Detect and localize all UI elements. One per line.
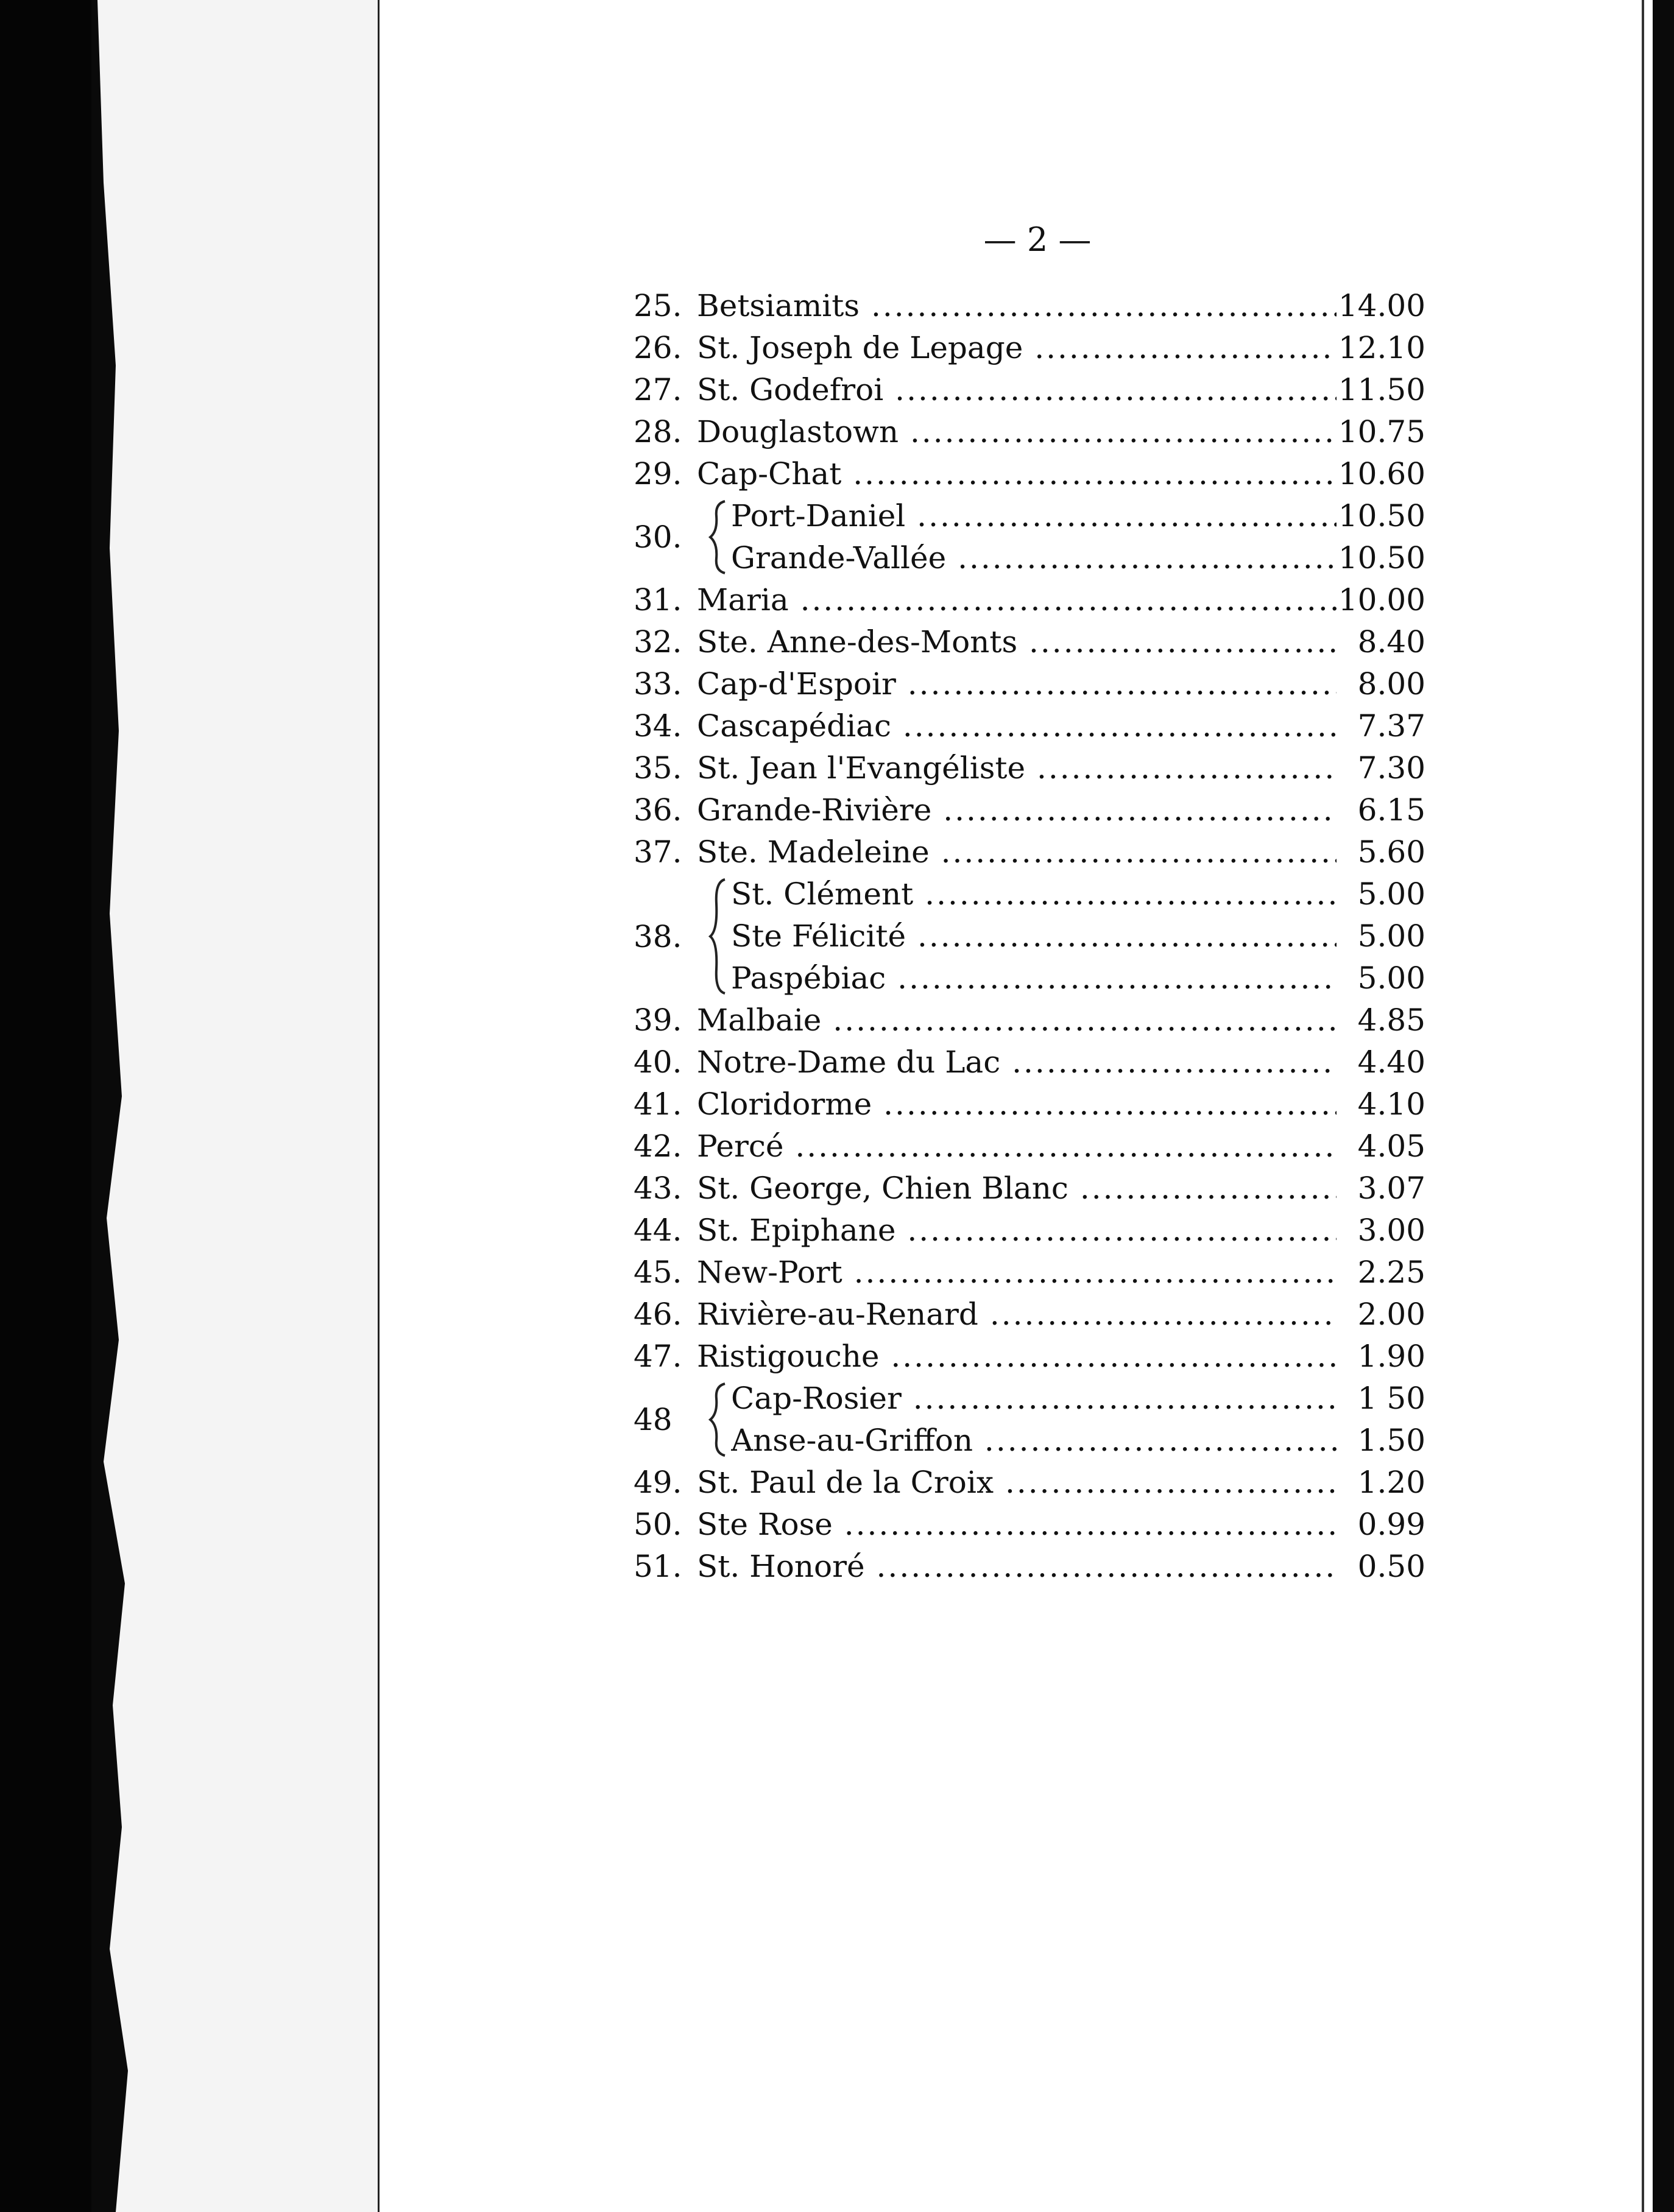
entry-row	[634, 369, 1444, 411]
entry-number: 51.	[634, 1549, 682, 1584]
entry-row	[634, 1378, 1444, 1420]
entry-value: 1.50	[1357, 1423, 1425, 1458]
entry-number: 31.	[634, 582, 682, 618]
entry-number: 48	[634, 1402, 673, 1437]
entry-value: 4.85	[1357, 1002, 1425, 1038]
entry-value: 5.00	[1357, 960, 1425, 996]
entry-value: 6.15	[1357, 792, 1425, 828]
entry-value: 2.00	[1357, 1297, 1425, 1332]
entry-name: Cloridorme .....	[697, 1083, 1337, 1125]
entry-name: St. George, Chien Blanc .....	[697, 1168, 1337, 1210]
entry-row	[634, 747, 1444, 789]
entry-name: Malbaie .....	[697, 999, 1337, 1041]
entry-name: St. Paul de la Croix .....	[697, 1462, 1337, 1504]
entry-value: 10.00	[1338, 582, 1425, 618]
entry-name: Douglastown .....	[697, 411, 1337, 453]
entry-row	[634, 411, 1444, 453]
entry-row	[634, 621, 1444, 663]
entry-group	[634, 495, 1444, 579]
entry-number: 37.	[634, 834, 682, 870]
entry-value: 10.75	[1338, 414, 1425, 449]
entry-value: 4.05	[1357, 1129, 1425, 1164]
entry-number: 34.	[634, 708, 682, 744]
entry-name: Paspébiac .....	[731, 957, 1337, 999]
entry-row	[634, 579, 1444, 621]
entry-value: 10.50	[1338, 540, 1425, 576]
entry-number: 47.	[634, 1339, 682, 1374]
entry-value: 11.50	[1338, 372, 1425, 407]
entry-name: St. Clément .....	[731, 873, 1337, 915]
entry-row	[634, 327, 1444, 369]
entry-value: 12.10	[1338, 330, 1425, 365]
entry-name: Ste. Madeleine .....	[697, 831, 1337, 873]
entry-row	[634, 537, 1444, 579]
entry-row	[634, 873, 1444, 915]
entry-row	[634, 495, 1444, 537]
entry-number: 27.	[634, 372, 682, 407]
entry-row	[634, 1252, 1444, 1294]
entry-name: Cap-d'Espoir .....	[697, 663, 1337, 705]
entry-list	[634, 285, 1444, 1588]
entry-name: Notre-Dame du Lac .....	[697, 1041, 1337, 1083]
entry-number: 43.	[634, 1171, 682, 1206]
entry-value: 2.25	[1357, 1255, 1425, 1290]
entry-name: Maria .....	[697, 579, 1337, 621]
entry-number: 36.	[634, 792, 682, 828]
entry-value: 10.60	[1338, 456, 1425, 491]
entry-name: Anse-au-Griffon .....	[731, 1420, 1337, 1462]
entry-name: Ste Rose .....	[697, 1504, 1337, 1546]
entry-name: Cap-Chat .....	[697, 453, 1337, 495]
entry-name: Rivière-au-Renard .....	[697, 1294, 1337, 1336]
entry-row	[634, 1041, 1444, 1083]
entry-number: 50.	[634, 1507, 682, 1542]
entry-row	[634, 1083, 1444, 1125]
entry-row	[634, 915, 1444, 957]
entry-number: 33.	[634, 666, 682, 702]
entry-value: 4.10	[1357, 1087, 1425, 1122]
entry-row	[634, 1420, 1444, 1462]
entry-row	[634, 705, 1444, 747]
entry-row	[634, 1336, 1444, 1378]
entry-number: 40.	[634, 1044, 682, 1080]
scan-background-left	[0, 0, 91, 2212]
entry-number: 41.	[634, 1087, 682, 1122]
entry-value: 5.60	[1357, 834, 1425, 870]
entry-row	[634, 453, 1444, 495]
entry-row	[634, 1546, 1444, 1588]
entry-row	[634, 831, 1444, 873]
entry-value: 14.00	[1338, 288, 1425, 323]
entry-number: 28.	[634, 414, 682, 449]
entry-value: 10.50	[1338, 498, 1425, 534]
entry-number: 49.	[634, 1465, 682, 1500]
entry-name: Grande-Rivière .....	[697, 789, 1337, 831]
entry-name: Grande-Vallée .....	[731, 537, 1337, 579]
entry-value: 8.00	[1357, 666, 1425, 702]
entry-value: 1 50	[1357, 1381, 1425, 1416]
entry-number: 42.	[634, 1129, 682, 1164]
entry-name: St. Godefroi .....	[697, 369, 1337, 411]
entry-value: 0.99	[1357, 1507, 1425, 1542]
entry-row	[634, 1462, 1444, 1504]
entry-row	[634, 285, 1444, 327]
entry-name: Ste. Anne-des-Monts .....	[697, 621, 1337, 663]
entry-row	[634, 663, 1444, 705]
entry-value: 8.40	[1357, 624, 1425, 660]
entry-number: 46.	[634, 1297, 682, 1332]
entry-value: 5.00	[1357, 918, 1425, 954]
entry-name: Percé .....	[697, 1125, 1337, 1168]
entry-number: 32.	[634, 624, 682, 660]
entry-value: 0.50	[1357, 1549, 1425, 1584]
entry-number: 45.	[634, 1255, 682, 1290]
entry-name: New-Port .....	[697, 1252, 1337, 1294]
entry-group	[634, 873, 1444, 999]
entry-name: Cascapédiac .....	[697, 705, 1337, 747]
entry-name: Betsiamits .....	[697, 285, 1337, 327]
entry-number: 30.	[634, 520, 682, 555]
page-right-edge	[1642, 0, 1644, 2212]
entry-row	[634, 1504, 1444, 1546]
entry-row	[634, 957, 1444, 999]
entry-value: 7.30	[1357, 750, 1425, 786]
entry-value: 1.90	[1357, 1339, 1425, 1374]
entry-number: 26.	[634, 330, 682, 365]
entry-value: 7.37	[1357, 708, 1425, 744]
entry-row	[634, 1210, 1444, 1252]
entry-row	[634, 1168, 1444, 1210]
entry-number: 44.	[634, 1213, 682, 1248]
entry-row	[634, 999, 1444, 1041]
previous-leaf-edge	[91, 0, 384, 2212]
entry-number: 38.	[634, 918, 682, 954]
page-number: — 2 —	[983, 220, 1092, 259]
entry-number: 35.	[634, 750, 682, 786]
entry-row	[634, 789, 1444, 831]
entry-name: Port-Daniel .....	[731, 495, 1337, 537]
entry-value: 3.00	[1357, 1213, 1425, 1248]
entry-value: 4.40	[1357, 1044, 1425, 1080]
entry-name: Ste Félicité .....	[731, 915, 1337, 957]
entry-name: Ristigouche .....	[697, 1336, 1337, 1378]
entry-value: 5.00	[1357, 876, 1425, 912]
entry-row	[634, 1294, 1444, 1336]
entry-name: St. Joseph de Lepage .....	[697, 327, 1337, 369]
entry-row	[634, 1125, 1444, 1168]
entry-name: St. Honoré .....	[697, 1546, 1337, 1588]
entry-name: St. Epiphane .....	[697, 1210, 1337, 1252]
entry-group	[634, 1378, 1444, 1462]
entry-number: 29.	[634, 456, 682, 491]
entry-number: 25.	[634, 288, 682, 323]
entry-name: Cap-Rosier .....	[731, 1378, 1337, 1420]
entry-value: 3.07	[1357, 1171, 1425, 1206]
entry-value: 1.20	[1357, 1465, 1425, 1500]
entry-name: St. Jean l'Evangéliste .....	[697, 747, 1337, 789]
entry-number: 39.	[634, 1002, 682, 1038]
